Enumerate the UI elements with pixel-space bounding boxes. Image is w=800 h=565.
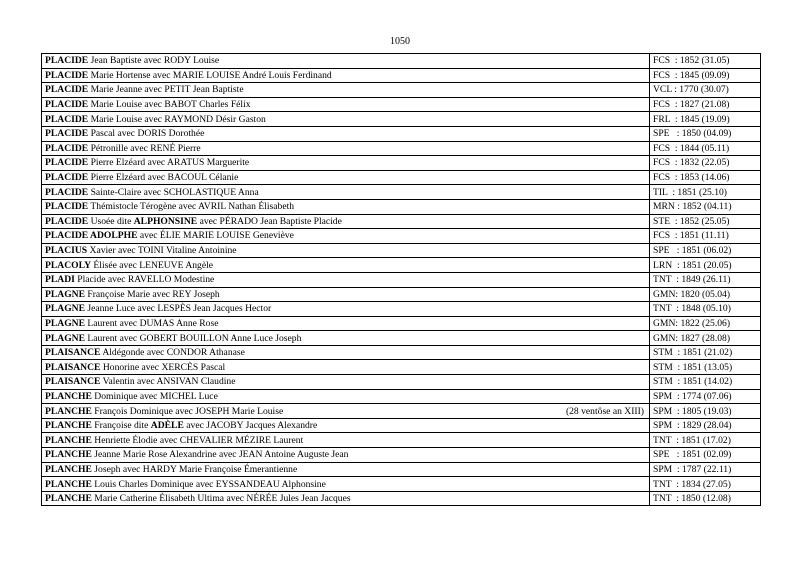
table-row — [42, 258, 761, 273]
surname-text: PLACIUS — [45, 245, 88, 257]
entry-names-cell — [42, 185, 650, 200]
table-row — [42, 345, 761, 360]
entry-names-cell — [42, 331, 650, 346]
surname-text: PLAISANCE — [45, 376, 101, 388]
surname-text: PLANCHE — [45, 420, 92, 432]
name-text: Jean Baptiste avec RODY Louise — [88, 55, 220, 67]
surname-text: PLACIDE ADOLPHE — [45, 230, 138, 242]
table-row — [42, 287, 761, 302]
surname-text: PLACIDE — [45, 186, 89, 198]
name-text: Joseph avec HARDY Marie Françoise Émerantienne — [91, 463, 298, 475]
surname-text: PLACIDE — [45, 157, 89, 169]
surname-text: PLADI — [45, 274, 75, 286]
table-row — [42, 68, 761, 83]
surname-text: PLACIDE — [45, 99, 89, 111]
name-text: Marie Jeanne avec PETIT Jean Baptiste — [88, 84, 244, 96]
surname-text: PLAISANCE — [45, 361, 101, 373]
entry-note: (28 ventôse an XIII) — [565, 405, 644, 417]
surname-text: PLACOLY — [45, 259, 92, 271]
entry-names-cell — [42, 112, 650, 127]
entry-names-cell — [42, 477, 650, 492]
table-row — [42, 360, 761, 375]
entry-names-cell — [42, 360, 650, 375]
entry-reference-cell: MRN : 1852 (04.11) — [650, 199, 761, 214]
entry-reference-cell: TNT : 1848 (05.10) — [650, 302, 761, 317]
surname-text: PLAGNE — [45, 317, 85, 329]
name-text: François Dominique avec JOSEPH Marie Louise — [91, 405, 284, 417]
entry-reference-cell: STM : 1851 (14.02) — [650, 375, 761, 390]
table-row — [42, 433, 761, 448]
entry-reference-cell: SPE : 1850 (04.09) — [650, 126, 761, 141]
entry-reference-cell: SPM : 1787 (22.11) — [650, 462, 761, 477]
name-text: Valentin avec ANSIVAN Claudine — [100, 376, 236, 388]
table-row — [42, 199, 761, 214]
name-text: Pierre Elzéard avec BACOUL Célanie — [88, 172, 239, 184]
entry-names-cell — [42, 418, 650, 433]
name-text: Pétronille avec RENÉ Pierre — [88, 142, 201, 154]
marriage-register-table — [41, 53, 761, 506]
table-row — [42, 243, 761, 258]
entry-reference-cell: FCS : 1832 (22.05) — [650, 156, 761, 171]
surname-text: PLACIDE — [45, 172, 89, 184]
entry-names-cell — [42, 54, 650, 69]
entry-names-cell — [42, 375, 650, 390]
name-text: Élisée avec LENEUVE Angèle — [91, 259, 214, 271]
surname-text: PLANCHE — [45, 405, 92, 417]
entry-names-cell — [42, 68, 650, 83]
entry-names-cell — [42, 199, 650, 214]
name-text: avec PÉRADO Jean Baptiste Placide — [197, 215, 342, 227]
entry-reference-cell: SPM : 1805 (19.03) — [650, 404, 761, 419]
entry-names-cell — [42, 491, 650, 506]
name-text: Sainte-Claire avec SCHOLASTIQUE Anna — [88, 186, 259, 198]
entry-reference-cell: STM : 1851 (21.02) — [650, 345, 761, 360]
entry-reference-cell: FCS : 1844 (05.11) — [650, 141, 761, 156]
entry-names-cell — [42, 170, 650, 185]
table-row — [42, 272, 761, 287]
name-text: Xavier avec TOINI Vitaline Antoinine — [87, 245, 237, 257]
table-row — [42, 112, 761, 127]
table-row — [42, 418, 761, 433]
entry-reference-cell: LRN : 1851 (20.05) — [650, 258, 761, 273]
entry-names-cell — [42, 243, 650, 258]
surname-text: PLAISANCE — [45, 347, 101, 359]
register-body — [42, 54, 761, 506]
entry-names-cell — [42, 156, 650, 171]
table-row — [42, 491, 761, 506]
entry-names-cell — [42, 126, 650, 141]
entry-names-cell — [42, 97, 650, 112]
table-row — [42, 316, 761, 331]
name-text: avec JACOBY Jacques Alexandre — [183, 420, 318, 432]
entry-reference-cell: TNT : 1849 (26.11) — [650, 272, 761, 287]
entry-reference-cell: GMN: 1820 (05.04) — [650, 287, 761, 302]
page-number: 1050 — [390, 36, 410, 47]
surname-text: PLANCHE — [45, 449, 92, 461]
table-row — [42, 156, 761, 171]
surname-text: PLAGNE — [45, 303, 85, 315]
name-text: Françoise Marie avec REY Joseph — [84, 288, 220, 300]
entry-reference-cell: SPM : 1774 (07.06) — [650, 389, 761, 404]
surname-text: PLACIDE — [45, 84, 89, 96]
surname-text: ADÈLE — [150, 420, 184, 432]
name-text: Laurent avec DUMAS Anne Rose — [84, 317, 219, 329]
entry-names-cell — [42, 287, 650, 302]
entry-reference-cell: FCS : 1845 (09.09) — [650, 68, 761, 83]
table-row — [42, 302, 761, 317]
entry-reference-cell: TNT : 1834 (27.05) — [650, 477, 761, 492]
table-row — [42, 83, 761, 98]
entry-reference-cell: FCS : 1851 (11.11) — [650, 229, 761, 244]
table-row — [42, 477, 761, 492]
name-text: Thémistocle Térogène avec AVRIL Nathan Élisabeth — [88, 201, 295, 213]
table-row — [42, 389, 761, 404]
name-text: Marie Louise avec BABOT Charles Félix — [88, 99, 251, 111]
surname-text: PLANCHE — [45, 390, 92, 402]
name-text: Jeanne Luce avec LESPÈS Jean Jacques Hector — [84, 303, 272, 315]
entry-reference-cell: VCL : 1770 (30.07) — [650, 83, 761, 98]
entry-reference-cell: FCS : 1853 (14.06) — [650, 170, 761, 185]
entry-names-cell — [42, 302, 650, 317]
entry-names-cell — [42, 258, 650, 273]
surname-text: PLACIDE — [45, 142, 89, 154]
table-row — [42, 214, 761, 229]
entry-names-cell — [42, 433, 650, 448]
entry-names-cell — [42, 316, 650, 331]
surname-text: PLANCHE — [45, 463, 92, 475]
table-row — [42, 229, 761, 244]
table-row — [42, 404, 761, 419]
name-text: avec ÉLIE MARIE LOUISE Geneviève — [137, 230, 294, 242]
table-row — [42, 97, 761, 112]
entry-reference-cell: FRL : 1845 (19.09) — [650, 112, 761, 127]
surname-text: PLANCHE — [45, 434, 92, 446]
name-text: Pascal avec DORIS Dorothée — [88, 128, 205, 140]
surname-text: PLACIDE — [45, 69, 89, 81]
surname-text: PLACIDE — [45, 128, 89, 140]
entry-names-cell — [42, 345, 650, 360]
entry-reference-cell: TNT : 1851 (17.02) — [650, 433, 761, 448]
name-text: Henriette Élodie avec CHEVALIER MÉZIRE Laurent — [91, 434, 304, 446]
table-row — [42, 185, 761, 200]
entry-reference-cell: SPE : 1851 (06.02) — [650, 243, 761, 258]
name-text: Marie Hortense avec MARIE LOUISE André Louis Ferdinand — [88, 69, 332, 81]
name-text: Françoise dite — [91, 420, 151, 432]
name-text: Aldégonde avec CONDOR Athanase — [100, 347, 245, 359]
entry-names-cell — [42, 141, 650, 156]
name-text: Laurent avec GOBERT BOUILLON Anne Luce Joseph — [84, 332, 302, 344]
table-row — [42, 54, 761, 69]
entry-reference-cell: TIL : 1851 (25.10) — [650, 185, 761, 200]
surname-text: PLANCHE — [45, 478, 92, 490]
entry-names-cell — [42, 229, 650, 244]
surname-text: PLACIDE — [45, 113, 89, 125]
surname-text: PLACIDE — [45, 215, 89, 227]
surname-text: PLAGNE — [45, 288, 85, 300]
entry-names-cell — [42, 83, 650, 98]
name-text: Placide avec RAVELLO Modestine — [74, 274, 215, 286]
entry-names-cell — [42, 448, 650, 463]
name-text: Jeanne Marie Rose Alexandrine avec JEAN Antoine Auguste Jean — [91, 449, 349, 461]
name-text: Honorine avec XERCÈS Pascal — [100, 361, 226, 373]
table-row — [42, 462, 761, 477]
name-text: Usoée dite — [88, 215, 134, 227]
entry-names-cell — [42, 462, 650, 477]
surname-text: PLACIDE — [45, 55, 89, 67]
name-text: Dominique avec MICHEL Luce — [91, 390, 218, 402]
name-text: Marie Catherine Élisabeth Ultima avec NÉRÉE Jules Jean Jacques — [91, 493, 351, 505]
entry-reference-cell: GMN: 1822 (25.06) — [650, 316, 761, 331]
entry-reference-cell: FCS : 1852 (31.05) — [650, 54, 761, 69]
name-text: Louis Charles Dominique avec EYSSANDEAU Alphonsine — [91, 478, 326, 490]
entry-reference-cell: GMN: 1827 (28.08) — [650, 331, 761, 346]
table-row — [42, 170, 761, 185]
name-text: Pierre Elzéard avec ARATUS Marguerite — [88, 157, 250, 169]
table-row — [42, 375, 761, 390]
entry-names-cell — [42, 272, 650, 287]
entry-names-cell — [42, 214, 650, 229]
surname-text: ALPHONSINE — [133, 215, 198, 227]
table-row — [42, 126, 761, 141]
entry-names-cell — [42, 389, 650, 404]
name-text: Marie Louise avec RAYMOND Désir Gaston — [88, 113, 266, 125]
table-row — [42, 141, 761, 156]
entry-reference-cell: FCS : 1827 (21.08) — [650, 97, 761, 112]
entry-reference-cell: TNT : 1850 (12.08) — [650, 491, 761, 506]
entry-reference-cell: STE : 1852 (25.05) — [650, 214, 761, 229]
table-row — [42, 331, 761, 346]
surname-text: PLANCHE — [45, 493, 92, 505]
entry-names-cell — [42, 404, 650, 419]
surname-text: PLACIDE — [45, 201, 89, 213]
entry-reference-cell: STM : 1851 (13.05) — [650, 360, 761, 375]
entry-reference-cell: SPE : 1851 (02.09) — [650, 448, 761, 463]
surname-text: PLAGNE — [45, 332, 85, 344]
entry-reference-cell: SPM : 1829 (28.04) — [650, 418, 761, 433]
table-row — [42, 448, 761, 463]
